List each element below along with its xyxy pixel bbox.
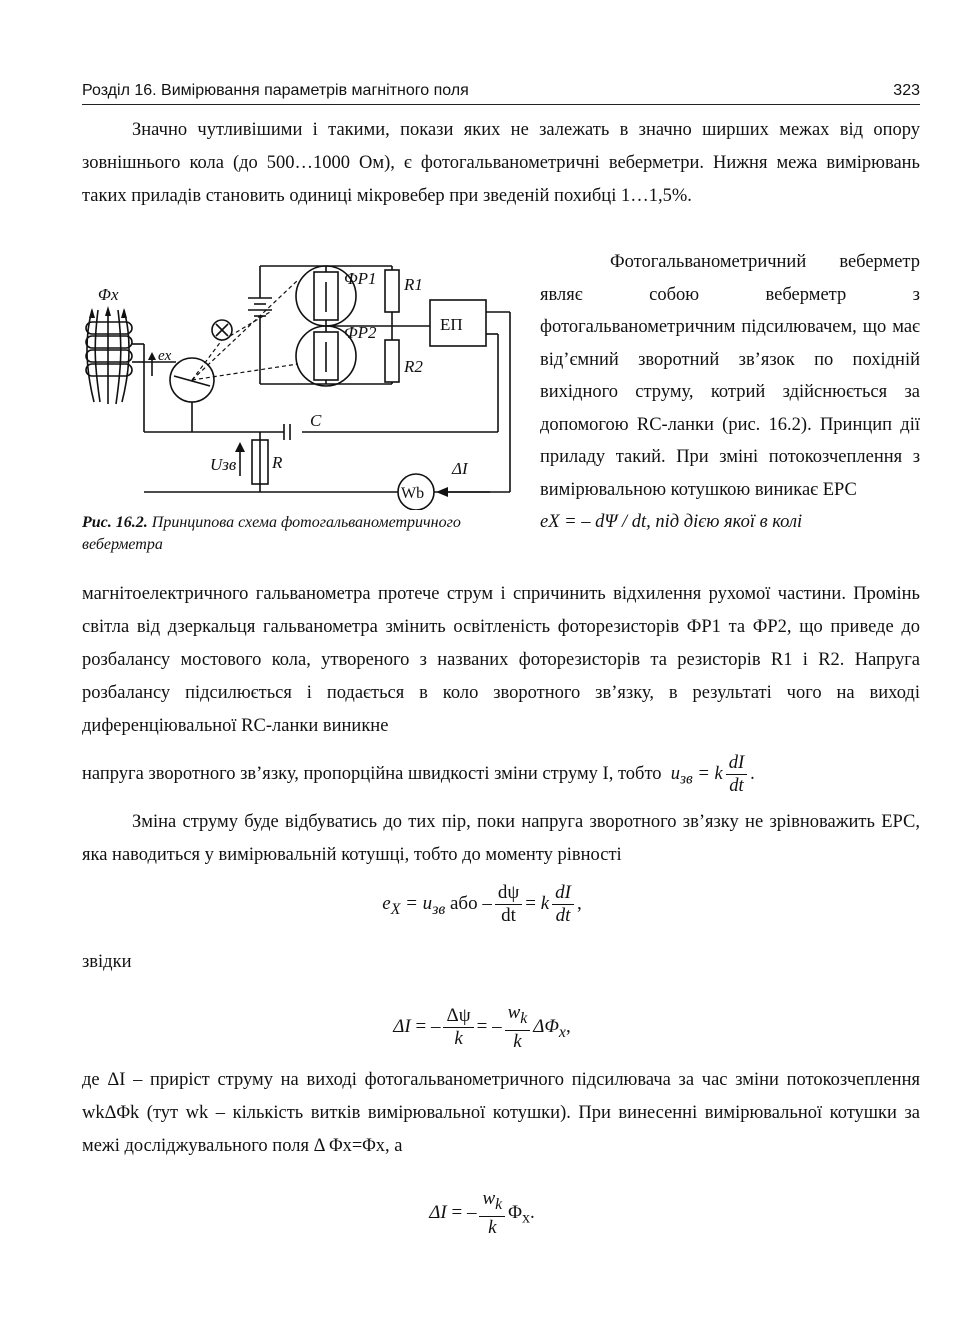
- whence-label: звідки: [82, 952, 132, 972]
- label-ex: ex: [158, 348, 172, 364]
- measuring-coil: [86, 310, 132, 404]
- label-delta-i: ΔI: [452, 459, 468, 478]
- circuit-diagram: [80, 252, 540, 510]
- paragraph-3-text: магнітоелектричного гальванометра протече струм і спричинить відхилення рухомої частини. Промінь світла від дзеркальця гальванометра змінить освітленість фоторезисторів ФР1 та ФР2, що приведе до розбалансу мостового кола, утвореного з названих фоторезисторів та резисторів R1 і R2. Напруга розбалансу підсилюється і подається в коло зворотного зв’язку, в результаті чого на виході диференціювальної RC-ланки виникне: [82, 584, 920, 736]
- paragraph-1: [82, 114, 920, 213]
- caption-text: Принципова схема фотогальванометричного веберметра: [82, 514, 461, 553]
- paragraph-3-end: напруга зворотного зв’язку, пропорційна швидкості зміни струму I, тобто $u_{зв} = k$ $\frac{dI}{dt}$ .: [82, 753, 755, 796]
- label-r1: R1: [404, 275, 423, 294]
- label-phi: Φx: [98, 285, 119, 304]
- label-r: R: [272, 453, 283, 472]
- equation-or: або: [449, 892, 478, 914]
- label-wb: Wb: [401, 485, 425, 502]
- label-r2: R2: [404, 357, 423, 376]
- paragraph-2-text: Фотогальванометричний веберметр являє собою веберметр з фотогальванометричним підсилювачем, що має від’ємний зворотний зв’язок по похідній вихідного струму, котрий здійснюється за допомогою RC-ланки (рис. 16.2). Принцип дії приладу такий. При зміні потокозчеплення з вимірювальною котушкою виникає ЕРС: [540, 252, 920, 500]
- figure-caption: [82, 512, 538, 556]
- paragraph-2-formula: eX = – dΨ / dt, під дією якої в колі: [540, 512, 803, 532]
- label-ep: ЕП: [440, 315, 463, 334]
- label-fr2: ФР2: [344, 323, 377, 342]
- paragraph-3: [82, 578, 920, 743]
- equation-final: ΔI = – $\frac{w_k}{k}$ $\Phi_x$.: [429, 1188, 535, 1238]
- label-uzv: Uзв: [210, 455, 237, 474]
- equation-balance: $e_X = u_{зв}$ або – $\frac{d\psi}{dt}$ = k $\frac{dI}{dt}$ ,: [382, 882, 582, 926]
- caption-number: Рис. 16.2.: [82, 514, 148, 531]
- label-fr1: ФР1: [344, 269, 377, 288]
- paragraph-4: [82, 806, 920, 872]
- paragraph-1-text: Значно чутливішими і такими, покази яких не залежать в значно ширших межах від опору зовнішнього кола (до 500…1000 Ом), є фотогальванометричні веберметри. Нижня межа вимірювань таких приладів становить одиниці мікровебер при зведеній похибці 1…1,5%.: [82, 120, 920, 206]
- label-c: C: [310, 411, 322, 430]
- paragraph-2: [540, 246, 920, 539]
- paragraph-5-text: де ΔI – приріст струму на виході фотогальванометричного підсилювача за час зміни потокозчеплення wkΔΦk (тут wk – кількість витків вимірювальної котушки). При винесенні вимірювальної котушки за межі досліджувального поля Δ Φx=Φx, а: [82, 1070, 920, 1156]
- paragraph-3-end-text: напруга зворотного зв’язку, пропорційна швидкості зміни струму I, тобто: [82, 763, 662, 784]
- paragraph-5: [82, 1064, 920, 1163]
- paragraph-4-text: Зміна струму буде відбуватись до тих пір, поки напруга зворотного зв’язку не зрівноважить ЕРС, яка наводиться у вимірювальній котушці, тобто до моменту рівності: [82, 812, 920, 865]
- chapter-title: Розділ 16. Вимірювання параметрів магнітного поля: [82, 82, 469, 99]
- running-header: [82, 78, 920, 105]
- page-number: 323: [893, 82, 920, 99]
- equation-delta-i: ΔI = – $\frac{\Delta\psi}{k}$ = – $\frac{w_k}{k}$ $\Delta\Phi_x$,: [393, 1002, 571, 1052]
